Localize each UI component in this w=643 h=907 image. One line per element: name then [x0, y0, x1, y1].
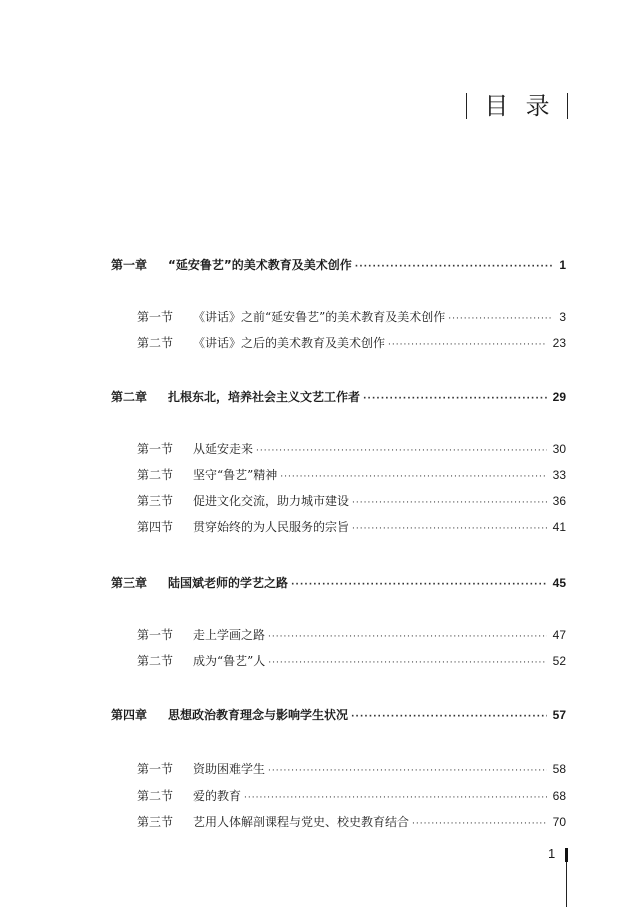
dot-leader: [352, 524, 547, 534]
toc-entry-title: 资助困难学生: [193, 762, 266, 776]
toc-entry-title: 《讲话》之后的美术教育及美术创作: [193, 336, 386, 350]
dot-leader: [256, 446, 547, 456]
toc-entry-page: 41: [552, 520, 566, 534]
toc-entry-title: 爱的教育: [193, 789, 242, 803]
toc-entry-page: 45: [552, 576, 566, 590]
dot-leader: [388, 340, 547, 350]
toc-entry-title: 《讲话》之前“延安鲁艺”的美术教育及美术创作: [193, 310, 446, 324]
dot-leader: [268, 658, 546, 668]
toc-entry-label: 第一章: [111, 258, 148, 272]
toc-entry-label: 第一节: [137, 310, 174, 324]
dot-leader: [351, 712, 547, 722]
dot-leader: [352, 498, 547, 508]
toc-entry-label: 第二节: [137, 468, 174, 482]
toc-entry-page: 23: [552, 336, 566, 350]
toc-entry-section[interactable]: [137, 466, 566, 483]
toc-entry-label: 第二节: [137, 654, 174, 668]
dot-leader: [448, 314, 553, 324]
toc-entry-page: 58: [552, 762, 566, 776]
toc-entry-page: 29: [552, 390, 566, 404]
toc-entry-page: 68: [552, 789, 566, 803]
toc-entry-section[interactable]: [137, 492, 566, 509]
toc-entry-section[interactable]: [137, 652, 566, 669]
toc-entry-label: 第四节: [137, 520, 174, 534]
toc-entry-label: 第三章: [111, 576, 148, 590]
title-char-2: 录: [525, 92, 550, 120]
toc-entry-label: 第二章: [111, 390, 148, 404]
toc-entry-section[interactable]: [137, 760, 566, 777]
toc-entry-label: 第三节: [137, 815, 174, 829]
toc-entry-page: 70: [552, 815, 566, 829]
title-left-rule: [466, 93, 467, 119]
toc-entry-page: 57: [552, 708, 566, 722]
dot-leader: [280, 472, 546, 482]
toc-entry-label: 第三节: [137, 494, 174, 508]
dot-leader: [268, 766, 547, 776]
toc-entry-title: 促进文化交流，助力城市建设: [193, 494, 350, 508]
page-number: 1: [548, 846, 556, 861]
dot-leader: [291, 580, 547, 590]
dot-leader: [355, 262, 554, 272]
toc-entry-chapter-1[interactable]: [111, 256, 566, 273]
title-right-rule: [567, 93, 568, 119]
toc-entry-label: 第一节: [137, 442, 174, 456]
toc-entry-label: 第二节: [137, 789, 174, 803]
toc-entry-title: “延安鲁艺”的美术教育及美术创作: [168, 258, 352, 272]
toc-entry-label: 第一节: [137, 762, 174, 776]
toc-entry-title: 走上学画之路: [193, 628, 266, 642]
toc-entry-chapter-4[interactable]: [111, 706, 566, 723]
toc-title: [466, 92, 568, 120]
toc-entry-label: 第四章: [111, 708, 148, 722]
toc-entry-title: 成为“鲁艺”人: [193, 654, 266, 668]
toc-entry-title: 从延安走来: [193, 442, 254, 456]
toc-entry-page: 47: [552, 628, 566, 642]
toc-entry-label: 第一节: [137, 628, 174, 642]
toc-entry-page: 30: [552, 442, 566, 456]
toc-entry-section[interactable]: [137, 626, 566, 643]
toc-entry-section[interactable]: [137, 813, 566, 830]
toc-entry-page: 1: [559, 258, 566, 272]
title-char-1: 目: [484, 92, 509, 120]
dot-leader: [412, 819, 547, 829]
dot-leader: [268, 632, 547, 642]
page-number-marker: [565, 848, 568, 862]
toc-entry-section[interactable]: [137, 518, 566, 535]
toc-entry-title: 艺用人体解剖课程与党史、校史教育结合: [193, 815, 410, 829]
toc-entry-title: 坚守“鲁艺”精神: [193, 468, 278, 482]
toc-entry-chapter-2[interactable]: [111, 388, 566, 405]
dot-leader: [363, 394, 547, 404]
toc-entry-section[interactable]: [137, 308, 566, 325]
page-edge-rule: [566, 862, 567, 907]
toc-entry-chapter-3[interactable]: [111, 574, 566, 591]
toc-entry-section[interactable]: [137, 334, 566, 351]
toc-entry-page: 33: [552, 468, 566, 482]
dot-leader: [244, 793, 547, 803]
toc-entry-title: 陆国斌老师的学艺之路: [168, 576, 289, 590]
toc-entry-section[interactable]: [137, 787, 566, 804]
toc-entry-section[interactable]: [137, 440, 566, 457]
toc-entry-title: 贯穿始终的为人民服务的宗旨: [193, 520, 350, 534]
toc-entry-page: 36: [552, 494, 566, 508]
toc-entry-page: 52: [552, 654, 566, 668]
toc-entry-page: 3: [559, 310, 566, 324]
toc-entry-label: 第二节: [137, 336, 174, 350]
toc-entry-title: 扎根东北，培养社会主义文艺工作者: [168, 390, 361, 404]
toc-entry-title: 思想政治教育理念与影响学生状况: [168, 708, 349, 722]
